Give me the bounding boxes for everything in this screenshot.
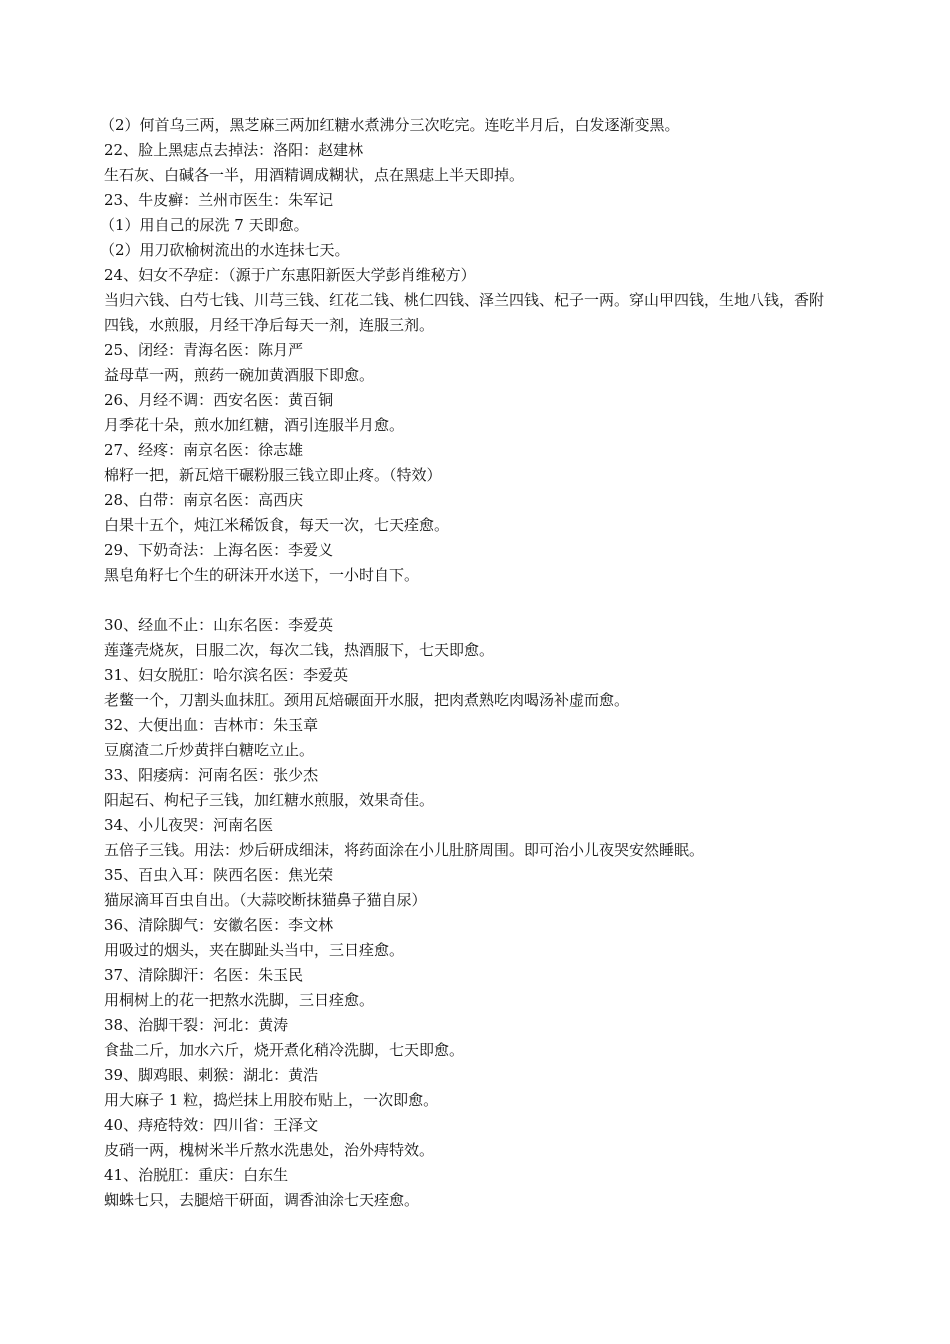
text-line: 当归六钱、白芍七钱、川芎三钱、红花二钱、桃仁四钱、泽兰四钱、杞子一两。穿山甲四钱，生地八钱，香附: [104, 291, 825, 309]
text-line: 老鳖一个，刀割头血抹肛。颈用瓦焙碾面开水服，把肉煮熟吃肉喝汤补虚而愈。: [104, 691, 630, 709]
remedy-heading: 32、大便出血：吉林市：朱玉章: [104, 716, 319, 734]
text-line: 月季花十朵，煎水加红糖，酒引连服半月愈。: [104, 416, 405, 434]
remedy-heading: 35、百虫入耳：陕西名医：焦光荣: [104, 866, 334, 884]
remedy-heading: 25、闭经：青海名医：陈月严: [104, 341, 304, 359]
remedy-heading: 34、小儿夜哭：河南名医: [104, 816, 274, 834]
remedy-heading: 29、下奶奇法：上海名医：李爱义: [104, 541, 334, 559]
text-line: 用大麻子 1 粒，捣烂抹上用胶布贴上，一次即愈。: [104, 1091, 439, 1109]
text-line: 阳起石、枸杞子三钱，加红糖水煎服，效果奇佳。: [104, 791, 435, 809]
remedy-heading: 39、脚鸡眼、刺猴：湖北：黄浩: [104, 1066, 319, 1084]
remedy-heading: 28、白带：南京名医：高西庆: [104, 491, 304, 509]
document-body: [100, 113, 864, 1213]
remedy-heading: 41、治脱肛：重庆：白东生: [104, 1166, 289, 1184]
text-line: （1）用自己的尿洗 7 天即愈。: [100, 216, 309, 234]
text-line: 四钱，水煎服，月经干净后每天一剂，连服三剂。: [104, 316, 435, 334]
remedy-heading: 40、痔疮特效：四川省：王泽文: [104, 1116, 319, 1134]
remedy-heading: 26、月经不调：西安名医：黄百铜: [104, 391, 334, 409]
remedy-heading: 23、牛皮癣：兰州市医生：朱军记: [104, 191, 334, 209]
remedy-heading: 30、经血不止：山东名医：李爱英: [104, 616, 334, 634]
text-line: 食盐二斤，加水六斤，烧开煮化稍冷洗脚，七天即愈。: [104, 1041, 465, 1059]
text-line: 莲蓬壳烧灰，日服二次，每次二钱，热酒服下，七天即愈。: [104, 641, 495, 659]
text-line: （2）用刀砍榆树流出的水连抹七天。: [100, 241, 350, 259]
text-line: 五倍子三钱。用法：炒后研成细沫，将药面涂在小儿肚脐周围。即可治小儿夜哭安然睡眠。: [104, 841, 705, 859]
text-line: 用桐树上的花一把熬水洗脚，三日痊愈。: [104, 991, 375, 1009]
blank-line: [104, 588, 864, 613]
remedy-heading: 38、治脚干裂：河北：黄涛: [104, 1016, 289, 1034]
remedy-heading: 37、清除脚汗：名医：朱玉民: [104, 966, 304, 984]
text-line: 蜘蛛七只，去腿焙干研面，调香油涂七天痊愈。: [104, 1191, 420, 1209]
text-line: 黑皂角籽七个生的研沫开水送下，一小时自下。: [104, 566, 420, 584]
text-line: 豆腐渣二斤炒黄拌白糖吃立止。: [104, 741, 315, 759]
remedy-heading: 27、经疼：南京名医：徐志雄: [104, 441, 304, 459]
text-line: 棉籽一把，新瓦焙干碾粉服三钱立即止疼。（特效）: [104, 466, 442, 484]
text-line: 用吸过的烟头，夹在脚趾头当中，三日痊愈。: [104, 941, 405, 959]
text-line: 益母草一两，煎药一碗加黄酒服下即愈。: [104, 366, 375, 384]
remedy-heading: 24、妇女不孕症：（源于广东惠阳新医大学彭肖维秘方）: [104, 266, 476, 284]
remedy-heading: 33、阳痿病：河南名医：张少杰: [104, 766, 319, 784]
text-line: 生石灰、白碱各一半，用酒精调成糊状，点在黑痣上半天即掉。: [104, 166, 525, 184]
text-line: 猫尿滴耳百虫自出。（大蒜咬断抹猫鼻子猫自尿）: [104, 891, 427, 909]
remedy-heading: 22、脸上黑痣点去掉法：洛阳：赵建林: [104, 141, 364, 159]
text-line: 白果十五个，炖江米稀饭食，每天一次，七天痊愈。: [104, 516, 450, 534]
text-line: （2）何首乌三两，黑芝麻三两加红糖水煮沸分三次吃完。连吃半月后，白发逐渐变黑。: [100, 116, 680, 134]
text-line: 皮硝一两，槐树米半斤熬水洗患处，治外痔特效。: [104, 1141, 435, 1159]
remedy-heading: 36、清除脚气：安徽名医：李文林: [104, 916, 334, 934]
remedy-heading: 31、妇女脱肛：哈尔滨名医：李爱英: [104, 666, 349, 684]
